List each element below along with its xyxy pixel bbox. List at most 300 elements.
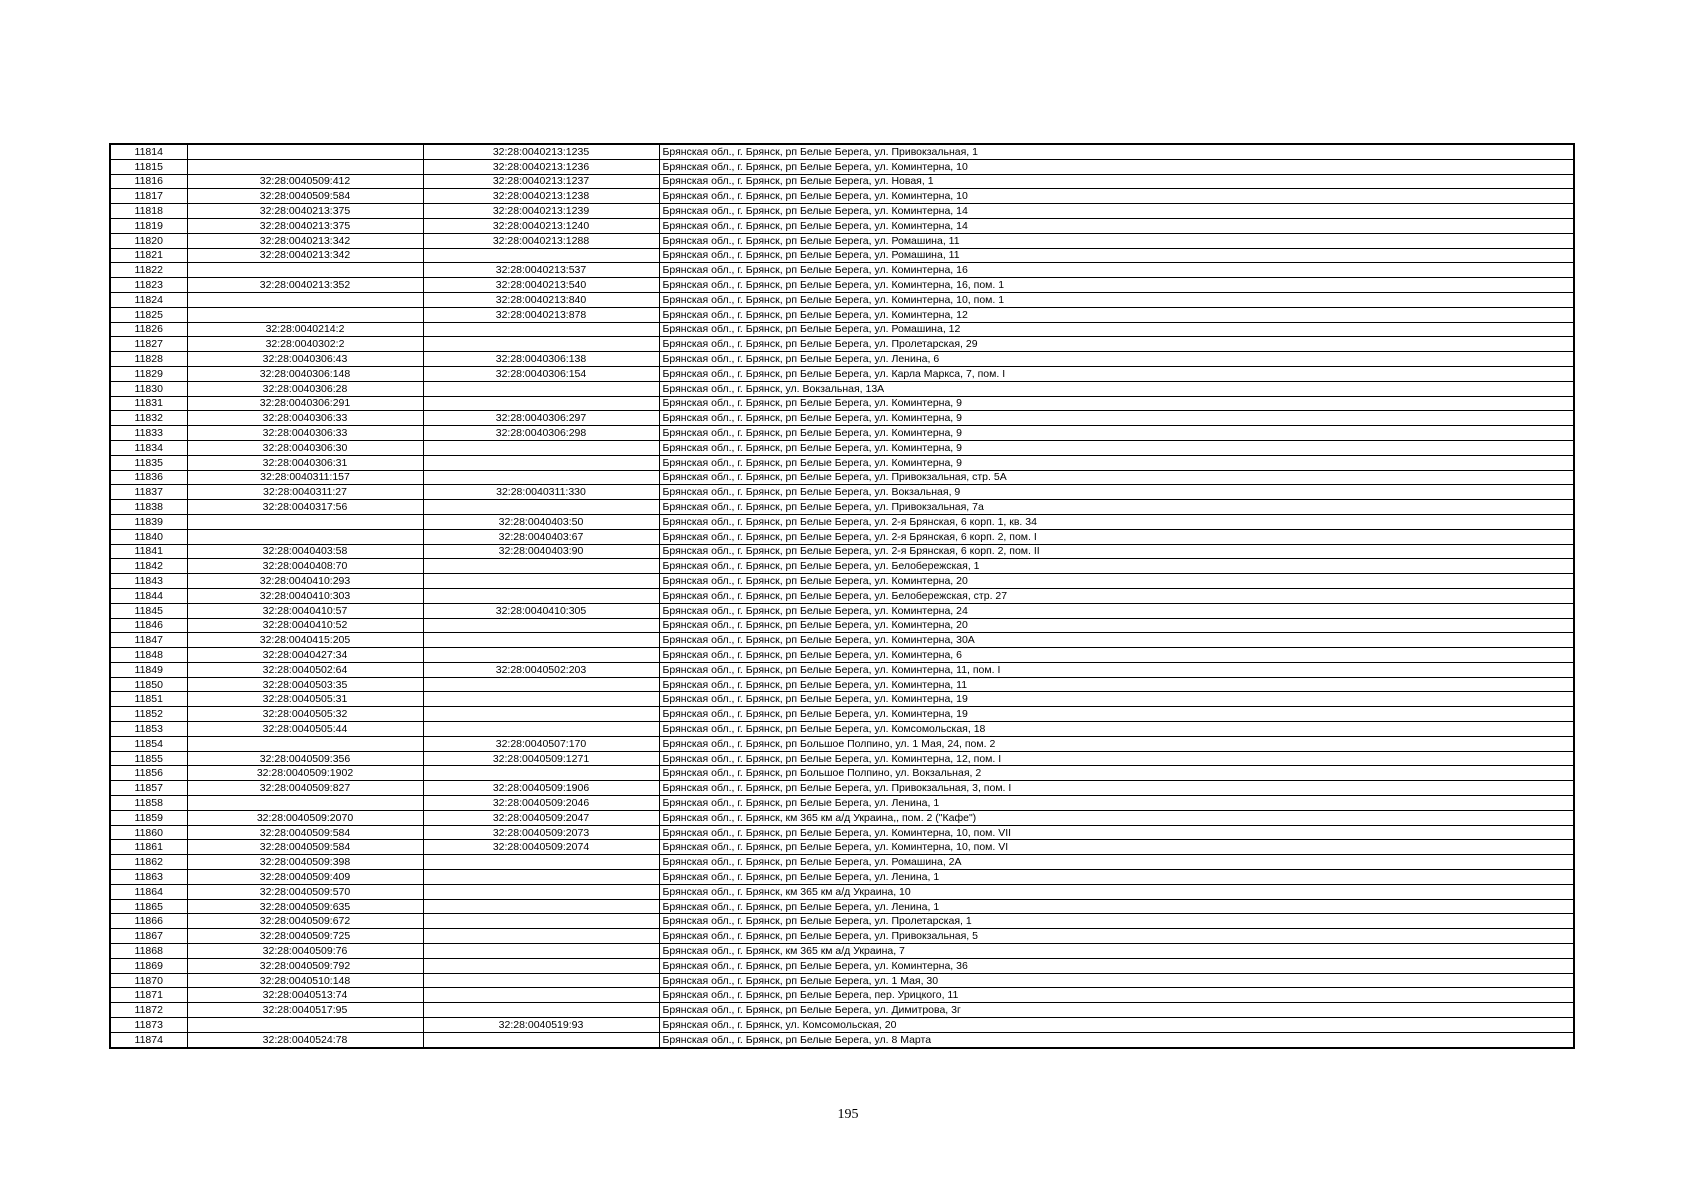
row-number-cell: 11847: [110, 633, 187, 648]
row-number-cell: 11824: [110, 292, 187, 307]
address-cell: Брянская обл., г. Брянск, рп Белые Берега, ул. Коминтерна, 6: [659, 648, 1574, 663]
row-number-cell: 11836: [110, 470, 187, 485]
table-row: [110, 426, 1574, 441]
cadastral-number-cell: 32:28:0040410:57: [187, 603, 423, 618]
table-row: [110, 1003, 1574, 1018]
object-cadastral-number-cell: 32:28:0040403:67: [423, 529, 659, 544]
table-row: [110, 233, 1574, 248]
object-cadastral-number-cell: [423, 574, 659, 589]
cadastral-number-cell: 32:28:0040509:584: [187, 840, 423, 855]
address-cell: Брянская обл., г. Брянск, рп Белые Берега, ул. Ленина, 1: [659, 796, 1574, 811]
object-cadastral-number-cell: 32:28:0040306:138: [423, 352, 659, 367]
table-row: [110, 1018, 1574, 1033]
address-cell: Брянская обл., г. Брянск, рп Белые Берега, ул. Белобережская, 1: [659, 559, 1574, 574]
table-row: [110, 455, 1574, 470]
row-number-cell: 11855: [110, 751, 187, 766]
address-cell: Брянская обл., г. Брянск, рп Белые Берега, ул. Белобережская, стр. 27: [659, 588, 1574, 603]
address-cell: Брянская обл., г. Брянск, рп Белые Берега, ул. Коминтерна, 10: [659, 159, 1574, 174]
address-cell: Брянская обл., г. Брянск, рп Белые Берега, ул. Коминтерна, 9: [659, 440, 1574, 455]
cadastral-number-cell: 32:28:0040415:205: [187, 633, 423, 648]
cadastral-number-cell: 32:28:0040509:412: [187, 174, 423, 189]
object-cadastral-number-cell: 32:28:0040519:93: [423, 1018, 659, 1033]
object-cadastral-number-cell: 32:28:0040213:537: [423, 263, 659, 278]
object-cadastral-number-cell: [423, 692, 659, 707]
cadastral-number-cell: 32:28:0040509:1902: [187, 766, 423, 781]
cadastral-number-cell: 32:28:0040306:28: [187, 381, 423, 396]
table-row: [110, 352, 1574, 367]
row-number-cell: 11837: [110, 485, 187, 500]
address-cell: Брянская обл., г. Брянск, рп Белые Берега, ул. Вокзальная, 9: [659, 485, 1574, 500]
register-body: [110, 144, 1574, 1048]
object-cadastral-number-cell: 32:28:0040213:1236: [423, 159, 659, 174]
object-cadastral-number-cell: [423, 648, 659, 663]
address-cell: Брянская обл., г. Брянск, ул. Комсомольская, 20: [659, 1018, 1574, 1033]
object-cadastral-number-cell: 32:28:0040403:50: [423, 514, 659, 529]
cadastral-number-cell: 32:28:0040306:291: [187, 396, 423, 411]
object-cadastral-number-cell: 32:28:0040509:1906: [423, 781, 659, 796]
object-cadastral-number-cell: 32:28:0040213:1238: [423, 189, 659, 204]
object-cadastral-number-cell: 32:28:0040213:1288: [423, 233, 659, 248]
row-number-cell: 11841: [110, 544, 187, 559]
address-cell: Брянская обл., г. Брянск, рп Белые Берега, ул. Коминтерна, 10, пом. 1: [659, 292, 1574, 307]
cadastral-number-cell: 32:28:0040408:70: [187, 559, 423, 574]
cadastral-number-cell: 32:28:0040213:342: [187, 233, 423, 248]
cadastral-number-cell: 32:28:0040302:2: [187, 337, 423, 352]
row-number-cell: 11870: [110, 973, 187, 988]
object-cadastral-number-cell: 32:28:0040213:1240: [423, 218, 659, 233]
address-cell: Брянская обл., г. Брянск, рп Белые Берега, ул. Коминтерна, 16: [659, 263, 1574, 278]
object-cadastral-number-cell: 32:28:0040509:2074: [423, 840, 659, 855]
row-number-cell: 11842: [110, 559, 187, 574]
table-row: [110, 973, 1574, 988]
address-cell: Брянская обл., г. Брянск, рп Белые Берега, ул. Коминтерна, 12: [659, 307, 1574, 322]
address-cell: Брянская обл., г. Брянск, рп Белые Берега, ул. Коминтерна, 20: [659, 574, 1574, 589]
row-number-cell: 11843: [110, 574, 187, 589]
address-cell: Брянская обл., г. Брянск, рп Белые Берега, ул. Коминтерна, 14: [659, 218, 1574, 233]
address-cell: Брянская обл., г. Брянск, рп Белые Берега, ул. Коминтерна, 10: [659, 189, 1574, 204]
cadastral-number-cell: [187, 796, 423, 811]
cadastral-number-cell: 32:28:0040510:148: [187, 973, 423, 988]
object-cadastral-number-cell: 32:28:0040502:203: [423, 662, 659, 677]
table-row: [110, 929, 1574, 944]
object-cadastral-number-cell: [423, 1032, 659, 1047]
row-number-cell: 11816: [110, 174, 187, 189]
row-number-cell: 11815: [110, 159, 187, 174]
table-row: [110, 648, 1574, 663]
row-number-cell: 11817: [110, 189, 187, 204]
row-number-cell: 11848: [110, 648, 187, 663]
object-cadastral-number-cell: [423, 381, 659, 396]
cadastral-number-cell: 32:28:0040427:34: [187, 648, 423, 663]
cadastral-number-cell: 32:28:0040317:56: [187, 500, 423, 515]
table-row: [110, 810, 1574, 825]
object-cadastral-number-cell: [423, 973, 659, 988]
row-number-cell: 11831: [110, 396, 187, 411]
table-row: [110, 440, 1574, 455]
object-cadastral-number-cell: [423, 470, 659, 485]
address-cell: Брянская обл., г. Брянск, рп Белые Берега, ул. Ленина, 1: [659, 899, 1574, 914]
table-row: [110, 1032, 1574, 1047]
table-row: [110, 248, 1574, 263]
row-number-cell: 11830: [110, 381, 187, 396]
table-row: [110, 603, 1574, 618]
table-row: [110, 870, 1574, 885]
cadastral-number-cell: 32:28:0040306:33: [187, 426, 423, 441]
address-cell: Брянская обл., г. Брянск, рп Белые Берега, ул. Привокзальная, 7а: [659, 500, 1574, 515]
cadastral-number-cell: [187, 263, 423, 278]
table-row: [110, 574, 1574, 589]
row-number-cell: 11823: [110, 278, 187, 293]
cadastral-number-cell: 32:28:0040509:672: [187, 914, 423, 929]
address-cell: Брянская обл., г. Брянск, рп Белые Берега, ул. 2-я Брянская, 6 корп. 1, кв. 34: [659, 514, 1574, 529]
cadastral-number-cell: 32:28:0040214:2: [187, 322, 423, 337]
address-cell: Брянская обл., г. Брянск, рп Белые Берега, ул. 1 Мая, 30: [659, 973, 1574, 988]
table-row: [110, 692, 1574, 707]
row-number-cell: 11853: [110, 722, 187, 737]
row-number-cell: 11834: [110, 440, 187, 455]
object-cadastral-number-cell: [423, 707, 659, 722]
cadastral-number-cell: 32:28:0040502:64: [187, 662, 423, 677]
cadastral-number-cell: 32:28:0040410:303: [187, 588, 423, 603]
row-number-cell: 11829: [110, 366, 187, 381]
row-number-cell: 11835: [110, 455, 187, 470]
cadastral-number-cell: 32:28:0040509:827: [187, 781, 423, 796]
object-cadastral-number-cell: [423, 618, 659, 633]
address-cell: Брянская обл., г. Брянск, рп Белые Берега, ул. Коминтерна, 19: [659, 707, 1574, 722]
row-number-cell: 11869: [110, 958, 187, 973]
object-cadastral-number-cell: [423, 870, 659, 885]
table-row: [110, 707, 1574, 722]
page-number: 195: [837, 1107, 859, 1122]
table-row: [110, 677, 1574, 692]
address-cell: Брянская обл., г. Брянск, рп Белые Берега, ул. Пролетарская, 1: [659, 914, 1574, 929]
table-row: [110, 825, 1574, 840]
object-cadastral-number-cell: 32:28:0040213:540: [423, 278, 659, 293]
table-row: [110, 204, 1574, 219]
row-number-cell: 11867: [110, 929, 187, 944]
cadastral-number-cell: [187, 144, 423, 159]
object-cadastral-number-cell: [423, 588, 659, 603]
cadastral-number-cell: 32:28:0040505:31: [187, 692, 423, 707]
address-cell: Брянская обл., г. Брянск, рп Белые Берега, ул. Коминтерна, 12, пом. I: [659, 751, 1574, 766]
cadastral-number-cell: [187, 736, 423, 751]
table-row: [110, 958, 1574, 973]
row-number-cell: 11818: [110, 204, 187, 219]
cadastral-number-cell: 32:28:0040509:792: [187, 958, 423, 973]
row-number-cell: 11862: [110, 855, 187, 870]
row-number-cell: 11820: [110, 233, 187, 248]
row-number-cell: 11871: [110, 988, 187, 1003]
row-number-cell: 11825: [110, 307, 187, 322]
address-cell: Брянская обл., г. Брянск, рп Белые Берега, ул. Коминтерна, 14: [659, 204, 1574, 219]
address-cell: Брянская обл., г. Брянск, км 365 км а/д Украина, 7: [659, 944, 1574, 959]
address-cell: Брянская обл., г. Брянск, ул. Вокзальная, 13А: [659, 381, 1574, 396]
row-number-cell: 11840: [110, 529, 187, 544]
address-cell: Брянская обл., г. Брянск, км 365 км а/д Украина, 10: [659, 884, 1574, 899]
table-row: [110, 944, 1574, 959]
address-cell: Брянская обл., г. Брянск, рп Белые Берега, ул. Коминтерна, 11, пом. I: [659, 662, 1574, 677]
object-cadastral-number-cell: [423, 766, 659, 781]
address-cell: Брянская обл., г. Брянск, рп Большое Полпино, ул. 1 Мая, 24, пом. 2: [659, 736, 1574, 751]
object-cadastral-number-cell: [423, 722, 659, 737]
row-number-cell: 11833: [110, 426, 187, 441]
address-cell: Брянская обл., г. Брянск, рп Белые Берега, ул. Ленина, 6: [659, 352, 1574, 367]
table-row: [110, 736, 1574, 751]
table-row: [110, 366, 1574, 381]
object-cadastral-number-cell: 32:28:0040213:1237: [423, 174, 659, 189]
cadastral-number-cell: 32:28:0040509:584: [187, 825, 423, 840]
cadastral-number-cell: 32:28:0040410:52: [187, 618, 423, 633]
cadastral-number-cell: 32:28:0040505:44: [187, 722, 423, 737]
address-cell: Брянская обл., г. Брянск, рп Белые Берега, пер. Урицкого, 11: [659, 988, 1574, 1003]
address-cell: Брянская обл., г. Брянск, рп Белые Берега, ул. Ромашина, 2А: [659, 855, 1574, 870]
object-cadastral-number-cell: [423, 559, 659, 574]
table-row: [110, 544, 1574, 559]
object-cadastral-number-cell: 32:28:0040213:1239: [423, 204, 659, 219]
object-cadastral-number-cell: [423, 899, 659, 914]
cadastral-number-cell: 32:28:0040517:95: [187, 1003, 423, 1018]
row-number-cell: 11863: [110, 870, 187, 885]
table-row: [110, 988, 1574, 1003]
cadastral-number-cell: [187, 307, 423, 322]
cadastral-number-cell: 32:28:0040509:570: [187, 884, 423, 899]
row-number-cell: 11832: [110, 411, 187, 426]
object-cadastral-number-cell: [423, 855, 659, 870]
address-cell: Брянская обл., г. Брянск, рп Белые Берега, ул. Ленина, 1: [659, 870, 1574, 885]
cadastral-number-cell: 32:28:0040524:78: [187, 1032, 423, 1047]
table-row: [110, 159, 1574, 174]
row-number-cell: 11860: [110, 825, 187, 840]
row-number-cell: 11851: [110, 692, 187, 707]
register-table: [109, 143, 1575, 1049]
object-cadastral-number-cell: [423, 337, 659, 352]
row-number-cell: 11846: [110, 618, 187, 633]
cadastral-number-cell: 32:28:0040505:32: [187, 707, 423, 722]
table-row: [110, 529, 1574, 544]
table-row: [110, 337, 1574, 352]
address-cell: Брянская обл., г. Брянск, рп Белые Берега, ул. Коминтерна, 9: [659, 426, 1574, 441]
table-row: [110, 322, 1574, 337]
object-cadastral-number-cell: [423, 396, 659, 411]
row-number-cell: 11866: [110, 914, 187, 929]
object-cadastral-number-cell: [423, 1003, 659, 1018]
row-number-cell: 11856: [110, 766, 187, 781]
address-cell: Брянская обл., г. Брянск, рп Белые Берега, ул. Ромашина, 12: [659, 322, 1574, 337]
address-cell: Брянская обл., г. Брянск, рп Белые Берега, ул. Коминтерна, 30А: [659, 633, 1574, 648]
object-cadastral-number-cell: [423, 944, 659, 959]
object-cadastral-number-cell: [423, 633, 659, 648]
cadastral-number-cell: 32:28:0040509:76: [187, 944, 423, 959]
object-cadastral-number-cell: 32:28:0040507:170: [423, 736, 659, 751]
row-number-cell: 11826: [110, 322, 187, 337]
cadastral-number-cell: 32:28:0040513:74: [187, 988, 423, 1003]
cadastral-number-cell: 32:28:0040509:584: [187, 189, 423, 204]
row-number-cell: 11822: [110, 263, 187, 278]
table-row: [110, 884, 1574, 899]
row-number-cell: 11852: [110, 707, 187, 722]
table-row: [110, 633, 1574, 648]
object-cadastral-number-cell: [423, 322, 659, 337]
table-row: [110, 766, 1574, 781]
row-number-cell: 11850: [110, 677, 187, 692]
object-cadastral-number-cell: 32:28:0040306:298: [423, 426, 659, 441]
address-cell: Брянская обл., г. Брянск, рп Белые Берега, ул. Коминтерна, 9: [659, 411, 1574, 426]
row-number-cell: 11844: [110, 588, 187, 603]
cadastral-number-cell: 32:28:0040509:2070: [187, 810, 423, 825]
table-row: [110, 470, 1574, 485]
table-row: [110, 174, 1574, 189]
cadastral-number-cell: 32:28:0040213:375: [187, 204, 423, 219]
table-row: [110, 722, 1574, 737]
address-cell: Брянская обл., г. Брянск, рп Белые Берега, ул. Коминтерна, 10, пом. VI: [659, 840, 1574, 855]
table-row: [110, 618, 1574, 633]
cadastral-number-cell: 32:28:0040306:33: [187, 411, 423, 426]
cadastral-number-cell: 32:28:0040213:352: [187, 278, 423, 293]
row-number-cell: 11828: [110, 352, 187, 367]
object-cadastral-number-cell: [423, 929, 659, 944]
table-row: [110, 307, 1574, 322]
cadastral-number-cell: 32:28:0040403:58: [187, 544, 423, 559]
table-row: [110, 840, 1574, 855]
object-cadastral-number-cell: [423, 455, 659, 470]
cadastral-number-cell: 32:28:0040306:43: [187, 352, 423, 367]
row-number-cell: 11839: [110, 514, 187, 529]
cadastral-number-cell: 32:28:0040311:157: [187, 470, 423, 485]
table-row: [110, 485, 1574, 500]
address-cell: Брянская обл., г. Брянск, рп Белые Берега, ул. Новая, 1: [659, 174, 1574, 189]
row-number-cell: 11819: [110, 218, 187, 233]
cadastral-number-cell: 32:28:0040503:35: [187, 677, 423, 692]
table-row: [110, 796, 1574, 811]
object-cadastral-number-cell: [423, 914, 659, 929]
address-cell: Брянская обл., г. Брянск, рп Белые Берега, ул. Коминтерна, 10, пом. VII: [659, 825, 1574, 840]
object-cadastral-number-cell: [423, 248, 659, 263]
table-row: [110, 218, 1574, 233]
address-cell: Брянская обл., г. Брянск, рп Белые Берега, ул. 2-я Брянская, 6 корп. 2, пом. I: [659, 529, 1574, 544]
row-number-cell: 11861: [110, 840, 187, 855]
address-cell: Брянская обл., г. Брянск, рп Белые Берега, ул. Коминтерна, 36: [659, 958, 1574, 973]
cadastral-number-cell: 32:28:0040509:356: [187, 751, 423, 766]
row-number-cell: 11838: [110, 500, 187, 515]
cadastral-number-cell: [187, 514, 423, 529]
row-number-cell: 11858: [110, 796, 187, 811]
object-cadastral-number-cell: [423, 958, 659, 973]
object-cadastral-number-cell: 32:28:0040213:878: [423, 307, 659, 322]
object-cadastral-number-cell: 32:28:0040213:1235: [423, 144, 659, 159]
table-row: [110, 914, 1574, 929]
cadastral-number-cell: 32:28:0040509:635: [187, 899, 423, 914]
address-cell: Брянская обл., г. Брянск, рп Белые Берега, ул. Коминтерна, 16, пом. 1: [659, 278, 1574, 293]
address-cell: Брянская обл., г. Брянск, рп Белые Берега, ул. Ромашина, 11: [659, 233, 1574, 248]
table-row: [110, 278, 1574, 293]
row-number-cell: 11874: [110, 1032, 187, 1047]
address-cell: Брянская обл., г. Брянск, рп Белые Берега, ул. Ромашина, 11: [659, 248, 1574, 263]
cadastral-number-cell: [187, 159, 423, 174]
row-number-cell: 11821: [110, 248, 187, 263]
address-cell: Брянская обл., г. Брянск, рп Белые Берега, ул. Коминтерна, 24: [659, 603, 1574, 618]
row-number-cell: 11849: [110, 662, 187, 677]
table-row: [110, 855, 1574, 870]
cadastral-number-cell: 32:28:0040213:375: [187, 218, 423, 233]
address-cell: Брянская обл., г. Брянск, км 365 км а/д Украина,, пом. 2 ("Кафе"): [659, 810, 1574, 825]
table-row: [110, 899, 1574, 914]
row-number-cell: 11827: [110, 337, 187, 352]
object-cadastral-number-cell: 32:28:0040213:840: [423, 292, 659, 307]
cadastral-number-cell: 32:28:0040509:409: [187, 870, 423, 885]
table-row: [110, 411, 1574, 426]
table-row: [110, 588, 1574, 603]
address-cell: Брянская обл., г. Брянск, рп Белые Берега, ул. Привокзальная, 3, пом. I: [659, 781, 1574, 796]
address-cell: Брянская обл., г. Брянск, рп Белые Берега, ул. Димитрова, 3г: [659, 1003, 1574, 1018]
cadastral-number-cell: [187, 1018, 423, 1033]
table-row: [110, 292, 1574, 307]
address-cell: Брянская обл., г. Брянск, рп Белые Берега, ул. Привокзальная, 5: [659, 929, 1574, 944]
object-cadastral-number-cell: 32:28:0040403:90: [423, 544, 659, 559]
object-cadastral-number-cell: 32:28:0040509:1271: [423, 751, 659, 766]
row-number-cell: 11857: [110, 781, 187, 796]
table-row: [110, 514, 1574, 529]
table-row: [110, 263, 1574, 278]
table-row: [110, 381, 1574, 396]
cadastral-number-cell: 32:28:0040509:398: [187, 855, 423, 870]
cadastral-number-cell: 32:28:0040306:30: [187, 440, 423, 455]
cadastral-number-cell: 32:28:0040213:342: [187, 248, 423, 263]
cadastral-number-cell: 32:28:0040311:27: [187, 485, 423, 500]
table-row: [110, 662, 1574, 677]
row-number-cell: 11872: [110, 1003, 187, 1018]
row-number-cell: 11814: [110, 144, 187, 159]
object-cadastral-number-cell: [423, 677, 659, 692]
row-number-cell: 11865: [110, 899, 187, 914]
table-row: [110, 144, 1574, 159]
object-cadastral-number-cell: [423, 500, 659, 515]
address-cell: Брянская обл., г. Брянск, рп Большое Полпино, ул. Вокзальная, 2: [659, 766, 1574, 781]
cadastral-number-cell: 32:28:0040410:293: [187, 574, 423, 589]
address-cell: Брянская обл., г. Брянск, рп Белые Берега, ул. Комсомольская, 18: [659, 722, 1574, 737]
table-row: [110, 189, 1574, 204]
table-row: [110, 500, 1574, 515]
cadastral-number-cell: 32:28:0040306:148: [187, 366, 423, 381]
cadastral-number-cell: 32:28:0040306:31: [187, 455, 423, 470]
address-cell: Брянская обл., г. Брянск, рп Белые Берега, ул. Привокзальная, 1: [659, 144, 1574, 159]
row-number-cell: 11868: [110, 944, 187, 959]
row-number-cell: 11859: [110, 810, 187, 825]
table-row: [110, 751, 1574, 766]
object-cadastral-number-cell: 32:28:0040311:330: [423, 485, 659, 500]
row-number-cell: 11864: [110, 884, 187, 899]
object-cadastral-number-cell: 32:28:0040306:154: [423, 366, 659, 381]
object-cadastral-number-cell: [423, 884, 659, 899]
object-cadastral-number-cell: [423, 988, 659, 1003]
address-cell: Брянская обл., г. Брянск, рп Белые Берега, ул. Коминтерна, 9: [659, 396, 1574, 411]
row-number-cell: 11845: [110, 603, 187, 618]
address-cell: Брянская обл., г. Брянск, рп Белые Берега, ул. Коминтерна, 11: [659, 677, 1574, 692]
object-cadastral-number-cell: 32:28:0040306:297: [423, 411, 659, 426]
address-cell: Брянская обл., г. Брянск, рп Белые Берега, ул. 2-я Брянская, 6 корп. 2, пом. II: [659, 544, 1574, 559]
cadastral-number-cell: 32:28:0040509:725: [187, 929, 423, 944]
cadastral-number-cell: [187, 292, 423, 307]
address-cell: Брянская обл., г. Брянск, рп Белые Берега, ул. Карла Маркса, 7, пом. I: [659, 366, 1574, 381]
address-cell: Брянская обл., г. Брянск, рп Белые Берега, ул. Коминтерна, 19: [659, 692, 1574, 707]
table-row: [110, 396, 1574, 411]
cadastral-number-cell: [187, 529, 423, 544]
address-cell: Брянская обл., г. Брянск, рп Белые Берега, ул. Пролетарская, 29: [659, 337, 1574, 352]
object-cadastral-number-cell: 32:28:0040509:2047: [423, 810, 659, 825]
address-cell: Брянская обл., г. Брянск, рп Белые Берега, ул. 8 Марта: [659, 1032, 1574, 1047]
object-cadastral-number-cell: [423, 440, 659, 455]
table-row: [110, 559, 1574, 574]
object-cadastral-number-cell: 32:28:0040509:2073: [423, 825, 659, 840]
